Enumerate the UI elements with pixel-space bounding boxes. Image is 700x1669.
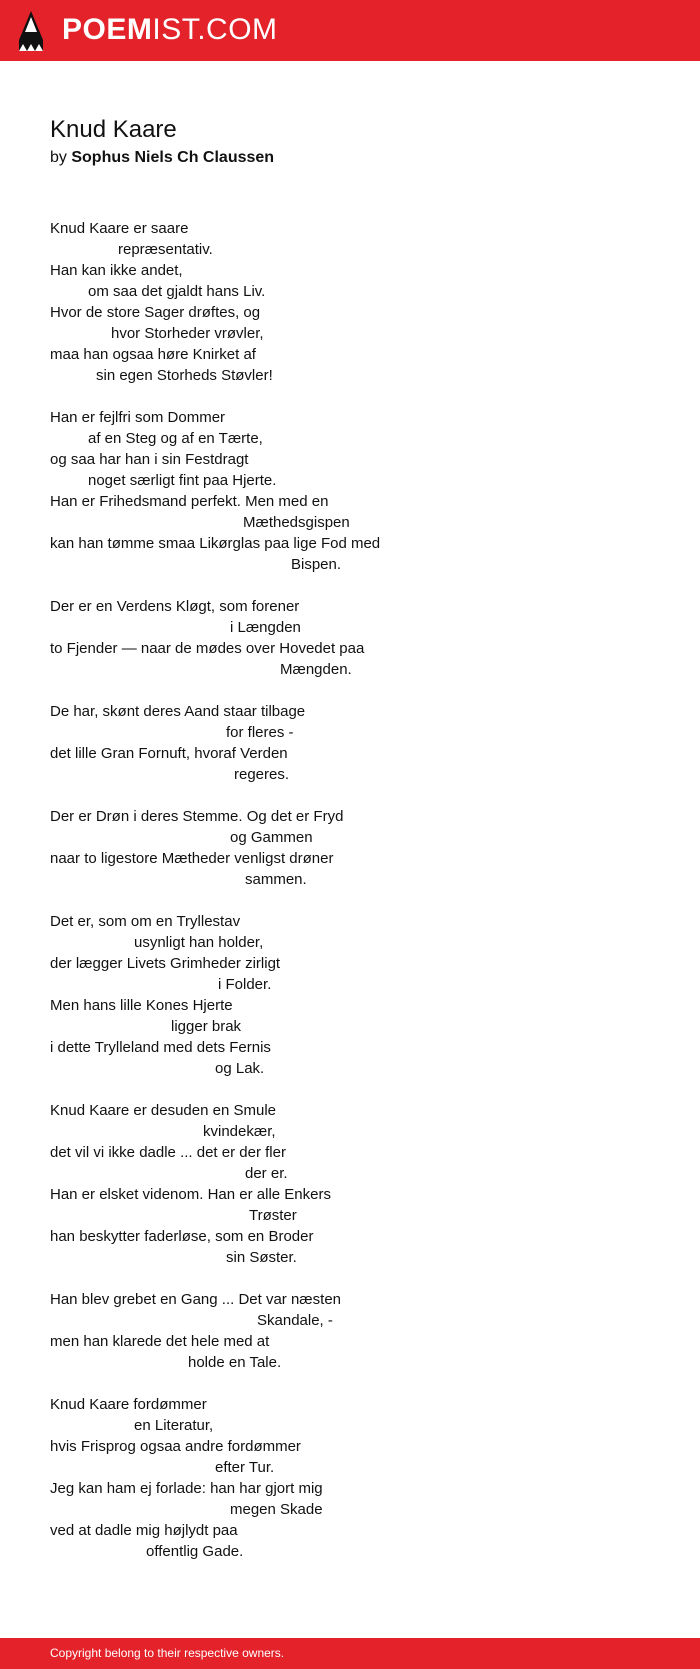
- poem-line: Han kan ikke andet,: [50, 262, 183, 279]
- poem-line: i dette Trylleland med dets Fernis: [50, 1039, 271, 1056]
- poem-line: hvor Storheder vrøvler,: [111, 325, 264, 342]
- site-header: [0, 0, 700, 61]
- poem-line: De har, skønt deres Aand staar tilbage: [50, 703, 306, 720]
- by-label: by: [50, 149, 67, 166]
- poem-line: to Fjender — naar de mødes over Hovedet paa: [50, 640, 365, 657]
- poem-line: Der er Drøn i deres Stemme. Og det er Fryd: [50, 808, 344, 825]
- poem-line: det vil vi ikke dadle ... det er der fler: [50, 1144, 286, 1161]
- poem-line: Mængden.: [280, 661, 352, 678]
- poem-line: maa han ogsaa høre Knirket af: [50, 346, 256, 363]
- site-logo[interactable]: [62, 12, 278, 48]
- poem-body: [50, 218, 670, 1583]
- poem-line: sammen.: [245, 871, 307, 888]
- poem-line: holde en Tale.: [188, 1354, 282, 1371]
- poem-stanza: [50, 806, 670, 890]
- poem-line: Skandale, -: [257, 1312, 333, 1329]
- poem-line: Han blev grebet en Gang ... Det var næsten: [50, 1291, 341, 1308]
- poem-line: Han er fejlfri som Dommer: [50, 409, 226, 426]
- poem-line: og saa har han i sin Festdragt: [50, 451, 249, 468]
- poem-line: Knud Kaare fordømmer: [50, 1396, 207, 1413]
- poem-line: Han er Frihedsmand perfekt. Men med en: [50, 493, 329, 510]
- poem-line: Knud Kaare er saare: [50, 220, 189, 237]
- poem-line: Hvor de store Sager drøftes, og: [50, 304, 261, 321]
- poem-stanza: [50, 218, 670, 386]
- poem-line: en Literatur,: [134, 1417, 214, 1434]
- poem-line: der lægger Livets Grimheder zirligt: [50, 955, 281, 972]
- poem-line: i Længden: [230, 619, 301, 636]
- poem-line: Men hans lille Kones Hjerte: [50, 997, 233, 1014]
- poem-stanza: [50, 407, 670, 575]
- poem-line: Der er en Verdens Kløgt, som forener: [50, 598, 300, 615]
- poem-line: kan han tømme smaa Likørglas paa lige Fod med: [50, 535, 381, 552]
- poem-line: Jeg kan ham ej forlade: han har gjort mig: [50, 1480, 323, 1497]
- poem-line: Knud Kaare er desuden en Smule: [50, 1102, 276, 1119]
- brand-bold: POEM: [62, 13, 153, 46]
- poem-line: Bispen.: [291, 556, 342, 573]
- poem-title: Knud Kaare: [50, 116, 177, 143]
- poem-stanza: [50, 1289, 670, 1373]
- poem-line: af en Steg og af en Tærte,: [88, 430, 263, 447]
- poem-line: Det er, som om en Tryllestav: [50, 913, 241, 930]
- author-name[interactable]: Sophus Niels Ch Claussen: [71, 149, 275, 166]
- poem-line: hvis Frisprog ogsaa andre fordømmer: [50, 1438, 301, 1455]
- poem-stanza: [50, 596, 670, 680]
- poem-line: for fleres -: [226, 724, 294, 741]
- poem-stanza: [50, 911, 670, 1079]
- poem-line: Trøster: [249, 1207, 297, 1224]
- poem-stanza: [50, 1100, 670, 1268]
- poem-line: sin Søster.: [226, 1249, 297, 1266]
- poem-line: han beskytter faderløse, som en Broder: [50, 1228, 314, 1245]
- site-footer: [0, 1638, 700, 1669]
- poem-line: og Gammen: [230, 829, 313, 846]
- poem-line: efter Tur.: [215, 1459, 275, 1476]
- poem-line: usynligt han holder,: [134, 934, 264, 951]
- poem-line: kvindekær,: [203, 1123, 276, 1140]
- brand-light: IST.COM: [152, 13, 278, 46]
- poem-line: og Lak.: [215, 1060, 265, 1077]
- poem-line: men han klarede det hele med at: [50, 1333, 270, 1350]
- poem-line: offentlig Gade.: [146, 1543, 244, 1560]
- byline: [50, 147, 274, 169]
- poem-stanza: [50, 1394, 670, 1562]
- poem-line: naar to ligestore Mætheder venligst drøner: [50, 850, 334, 867]
- poem-line: ligger brak: [171, 1018, 242, 1035]
- poem-line: i Folder.: [218, 976, 272, 993]
- poem-line: om saa det gjaldt hans Liv.: [88, 283, 266, 300]
- poem-line: der er.: [245, 1165, 288, 1182]
- poem-line: Mæthedsgispen: [243, 514, 350, 531]
- poem-line: megen Skade: [230, 1501, 323, 1518]
- poem-line: repræsentativ.: [118, 241, 213, 258]
- poem-line: sin egen Storheds Støvler!: [96, 367, 273, 384]
- poem-line: Han er elsket videnom. Han er alle Enkers: [50, 1186, 331, 1203]
- poem-stanza: [50, 701, 670, 785]
- poem-line: det lille Gran Fornuft, hvoraf Verden: [50, 745, 288, 762]
- poem-line: ved at dadle mig højlydt paa: [50, 1522, 238, 1539]
- copyright-text: Copyright belong to their respective owners.: [50, 1646, 285, 1660]
- pencil-icon[interactable]: [18, 10, 44, 52]
- poem-line: regeres.: [234, 766, 290, 783]
- poem-line: noget særligt fint paa Hjerte.: [88, 472, 277, 489]
